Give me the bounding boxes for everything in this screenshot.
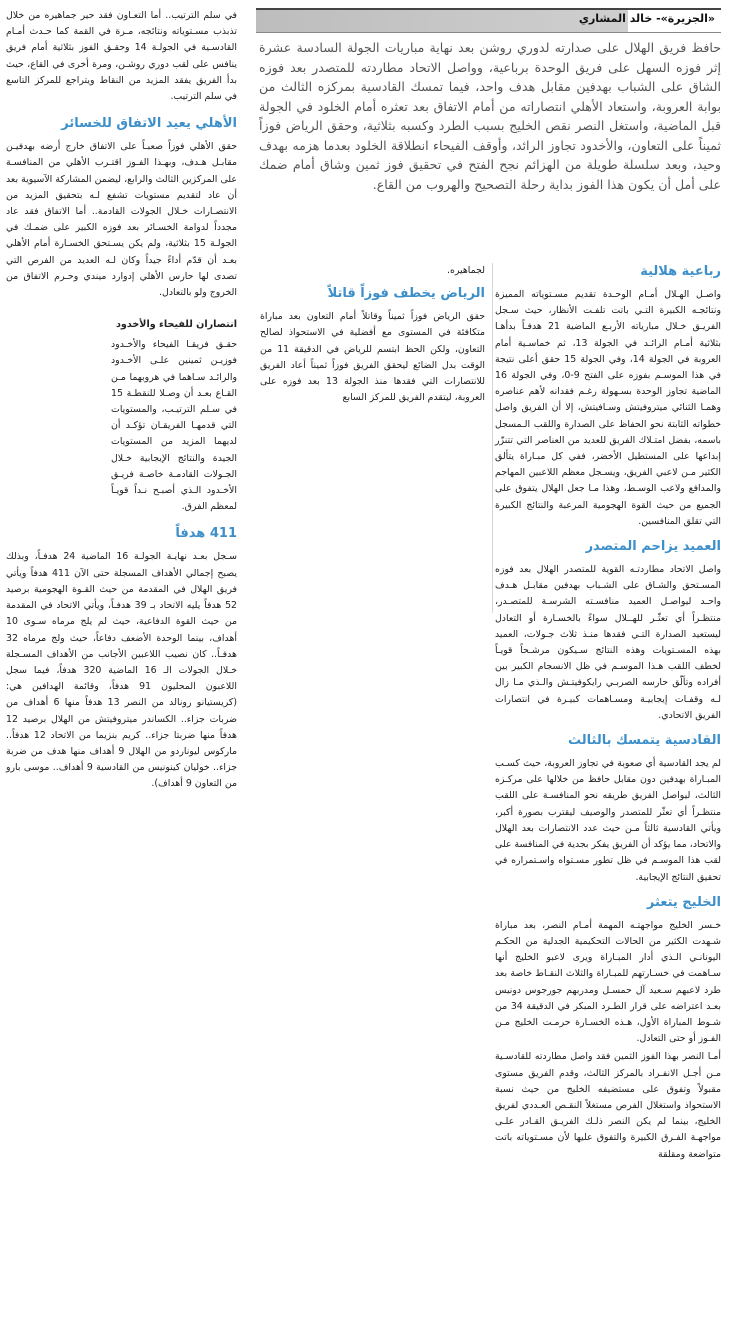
byline-banner: [256, 8, 721, 33]
section-paragraph: حقق الرياض فوزاً ثميناً وقاتلاً أمام التعاون بعد مباراة متكافئة في المستوى مع أفضلية في الاستحواذ لصالح التعاون، ولكن الحظ ابتسم للرياض في الدقيقة 11 من الوقت بدل الضائع ليحقق الفريق فوزاً ثميناً أعاد الفريق للانتصارات التي فقدها منذ الجولة 13 بعد فوزه على العروبة، ليتقدم الفريق للمركز السابع: [260, 311, 485, 404]
middle-column: [260, 263, 485, 406]
section-heading-ahli: الأهلي يعيد الاتفاق للخسائر: [61, 116, 237, 132]
section-paragraph: واصـل الهـلال أمـام الوحـدة تقديم مسـتوياته المميزة ونتائجـه الكبيرة التـي باتت تلفـت الأنظار، حيث سـجل الفريـق خـلال مبارياته الأربـع الماضية 21 هدفـاً بدأهـا بثلاثية أمـام الرائـد في الجولة 13، ثم خماسـية أمام العروبة في الجولة 14، وفي الجولة 15 حقق أعلى نتيجة في هذا الموسـم بفوزه على الفتح 9-0، وفي الجولة 16 الماضية تجاوز الوحدة بسـهولة رغـم فقدانه لأهم عناصره وهمـا الثنائي ميتروفيتش وسـافيتش، إلا أن الفريق واصل خطواته الثابتة نحو الحفاظ على الصدارة واللقب الـمسجل باسمه، بفضل امتـلاك الفريق للعديد من العناصر التي تتنزّر إبداعها على المستطيل الأخضر، ففي كل مبـاراة يتألق الكثير مـن لاعبي الفريق، ويسـجل معظم اللاعبين المهاجم والمدافع ولاعب الوسـط، وهذا مـا جعل الهلال يتفوق على الجميع من حيث القوة الهجومية المرعبة والنتائج الكبيرة التي تقلق المنافسين.: [495, 289, 722, 527]
section-paragraph: لم يجد القادسية أي صعوبة في تجاوز العروبة، حيث كسـب المبـاراة بهدفين دون مقابل حافظ من خلالها على مركـزه الثالث، ليواصل الفريق طريقه نحو المنافسـة على اللقب منتظـراً أي تعثّر للمتصدر والوصيف ليقترب بصورة أكبر، ويأتي القادسية ثالثاً مـن حيث عدد الانتصارات بعد الهلال والاتحاد، مما يؤكد أن الفريق يفكر بجدية في المنافسة على لقب هذا الموسـم في ظل تطور مسـتواه واسـتمراره في تحقيق النتائج الإيجابية.: [495, 758, 721, 883]
stats-paragraph: سـجل بعـد نهايـة الجولـة 16 الماضية 24 هدفـاً، وبذلك يصبح إجمالي الأهداف المسجلة حتى الآن 411 هدفاً ويأتي فريق الهلال في المقدمة من حيث القـوة الهجومية برصيد 52 هدفاً يليه الاتحاد بـ 39 هدفـاً، ويأتي الاتحاد في المقدمة من حيث القوة الدفاعية، حيث لم يلج مرماه سـوى 10 أهداف، بينما الوحدة الأضعف دفاعاً، حيث ولج مرماه 32 هدفـاً.. كان نصيب اللاعبين الأجانب من الأهداف المسـجلة خـلال الجولات الـ 16 الماضية 320 هدفاً، فيما سجل اللاعبون المحليون 91 هدفاً، وقائمة الهدافين هي: (كريستيانو رونالد من النصر 13 هدفاً منها 6 أهداف من ضربات جزاء.. الكساندر ميتروفيتش من الهلال برصيد 12 هدفاً منها ضربتا جزاء.. كريم بنزيما من الاتحاد 12 هدفاً.. ماركوس ليوناردو من الهلال 9 أهداف منها هدف من ضربة جزاء.. خوليان كينونيس من القادسية 9 أهداف.. موسى بارو من التعاون 9 أهداف).: [6, 551, 238, 790]
section-heading-goals: 411 هدفاً: [175, 526, 237, 542]
column-divider: [492, 263, 493, 613]
left-column: [6, 8, 237, 793]
intro-paragraph: [259, 38, 721, 194]
narrow-block: [6, 337, 237, 515]
section-paragraph: خـسر الخليج مواجهتـه المهمة أمـام النصر، بعد مباراة شـهدت الكثير من الحالات التحكيمية الجدلية من الحكـم اليونانـي الـذي أدار المبـاراة ويرى لاعبو الخليج أنها سـاهمت في خسـارتهم للمبـاراة والثلاث النقـاط خاصة بعد طرد لاعبهم سـعيد آل حمسـل ومدربهم جورجوس دونيس بعـد اعتراضه على قرار الطـرد المبكر في الدقيقة 34 من شـوط المباراة الأول، هـذه الخسـارة حرمـت الخليج مـن الفـوز أو حتى التعادل.: [495, 919, 722, 1045]
section-paragraph: حقق الأهلي فوزاً صعبـاً على الاتفاق خارج أرضه بهدفيـن مقابـل هـدف، وبهـذا الفـوز اقتـرب الأهلي من المنافسـة على المركزين الثالث والرابع، ليضمن المشاركة الآسيوية بعد أن عاد لتقديم مستويات تشفع لـه بتحقيق المزيد من الانتصـارات خـلال الجولات القادمة.. أما الاتفاق فقد عاد مجدداً لدوامة الخسـائر بعد فوزه الكبير على ضمـك في الجولـة 15 بثلاثية، ولم يكن يسـتحق الخسـارة أمام الأهلي بعـد أن قدّم أداءً جيداً وكان لـه العديد من الفرص التي تصدى لها حارس الأهلي إدوارد ميندي وحـرم الاتفاق من الخروج ولو بالتعادل.: [6, 141, 237, 299]
narrow-paragraph: حقـق فريقـا الفيحاء والأخـدود فوزيـن ثمينين علـى الأخـدود والرائـد سـاهما في هروبهما مـن القـاع بعـد أن وصـلا للنقطـة 15 في سـلم الترتيـب، والمستويات التي قدمهـا الفريقـان تؤكـد أن لديهما المزيد من المستويات الجيدة والنتائج الإيجابية خـلال الجـولات القادمـة خاصـة فريـق الأخـدود الـذي أصبـح نـداً قويـاً لمعظم الفرق.: [111, 339, 237, 513]
section-heading-hilal: رباعية هلالية: [640, 264, 721, 279]
right-column: [495, 263, 721, 1163]
continuation-text: لجماهيره.: [446, 265, 485, 276]
intro-text: حافظ فريق الهلال على صدارته لدوري روشن بعد نهاية مباريات الجولة السادسة عشرة إثر فوزه السهل على فريق الوحدة برباعية، وواصل الاتحاد مطاردته للمتصدر بعد فوزه الشاق على الشباب بهدفين مقابل هدف واحد، فيما تمسك القادسية بمركزه الثالث من بوابة العروبة، واستعاد الأهلي انتصاراته من أمام الاتفاق بعد تعثره أمام الخلود في الجولة قبل الماضية، واستغل النصر نقص الخليج بسبب الطرد وكسبه بثلاثية، وحقق الرياض فوزاً ثميناً على التعاون، والأخدود تجاوز الرائد، وأوقف الفيحاء انطلاقة الخلود بعدما هزمه بهدف وحيد، وبعد سلسلة طويلة من الهزائم نجح الفتح في تحقيق فوز ثمين وشاق أمام ضمك على أمل أن يكون هذا الفوز بداية رحلة التصحيح والهروب من القاع.: [259, 40, 721, 192]
section-heading-ittihad: العميد يزاحم المتصدر: [585, 539, 721, 555]
section-paragraph: واصل الاتحاد مطاردتـه القوية للمتصدر الهلال بعد فوزه المسـتحق والشـاق على الشـباب بهدفين مقابـل هـدف واحـد ليواصـل العميد منافسـته الشرسـة للمتصـدر، منتظـراً أي تعثّـر للهــلال سواءً بالخسـارة أو التعادل ليستعيد الصدارة التـي فقدها منـذ ثلاث جـولات، العميد بهذه المسـتويات وهذه النتائج سـيكون مرشـحاً قويـاً لخطف اللقب هـذا الموسـم في ظل الانسجام الكبير بين أفراده وتألّق حارسه الصربـي رايكوفيتـش والـذي مـا زال لـه وقفـات إيجابيـة ومسـاهمات كبيـرة في انتصارات الفريق الاتحادي.: [495, 564, 721, 721]
section-heading-khaleej: الخليج يتعثر: [646, 894, 721, 910]
byline: «الجزيرة»- خالد المشاري: [578, 12, 715, 25]
section-heading-qadsiah: القادسية يتمسك بالثالث: [568, 733, 721, 749]
section-heading-riyadh: الرياض يخطف فوزاً قاتلاً: [327, 286, 485, 302]
section-paragraph: أمـا النصر بهذا الفوز الثمين فقد واصل مطاردته للقادسـية مـن أجـل الانفـراد بالمركز الثالث، وقدم الفريق مستوى مقبولاً وتفوق على مستضيفه الخليج من حيث نسبة الاستحواذ واستغلال الفرص مستغلاً النقـص العـددي لفريق الخليج، بينما لم يكن النصر ذلـك الفريـق القـادر علـى مواجهـة الفـرق الكبيرة والتفوق عليها لأن مسـتوياته باتت متواضعة ومقلقة: [495, 1051, 721, 1160]
continuation-paragraph: في سلم الترتيب.. أما التعـاون فقد حير جماهيره من خلال تذبذب مسـتوياته ونتائجه، مـرة في القمة كما حـدث أمـام القادسـية في الجولـة 14 وحقـق الفوز بثلاثية أمام فريق ينافس على لقب دوري روشـن، ومرة أخرى في القاع، حيث بدأ الفريق يفقد المزيد من النقاط ويتراجع للمركز التاسع في سلم الترتيب.: [6, 10, 237, 103]
sub-heading-fayha: انتصاران للفيحاء والأخدود: [115, 319, 237, 331]
